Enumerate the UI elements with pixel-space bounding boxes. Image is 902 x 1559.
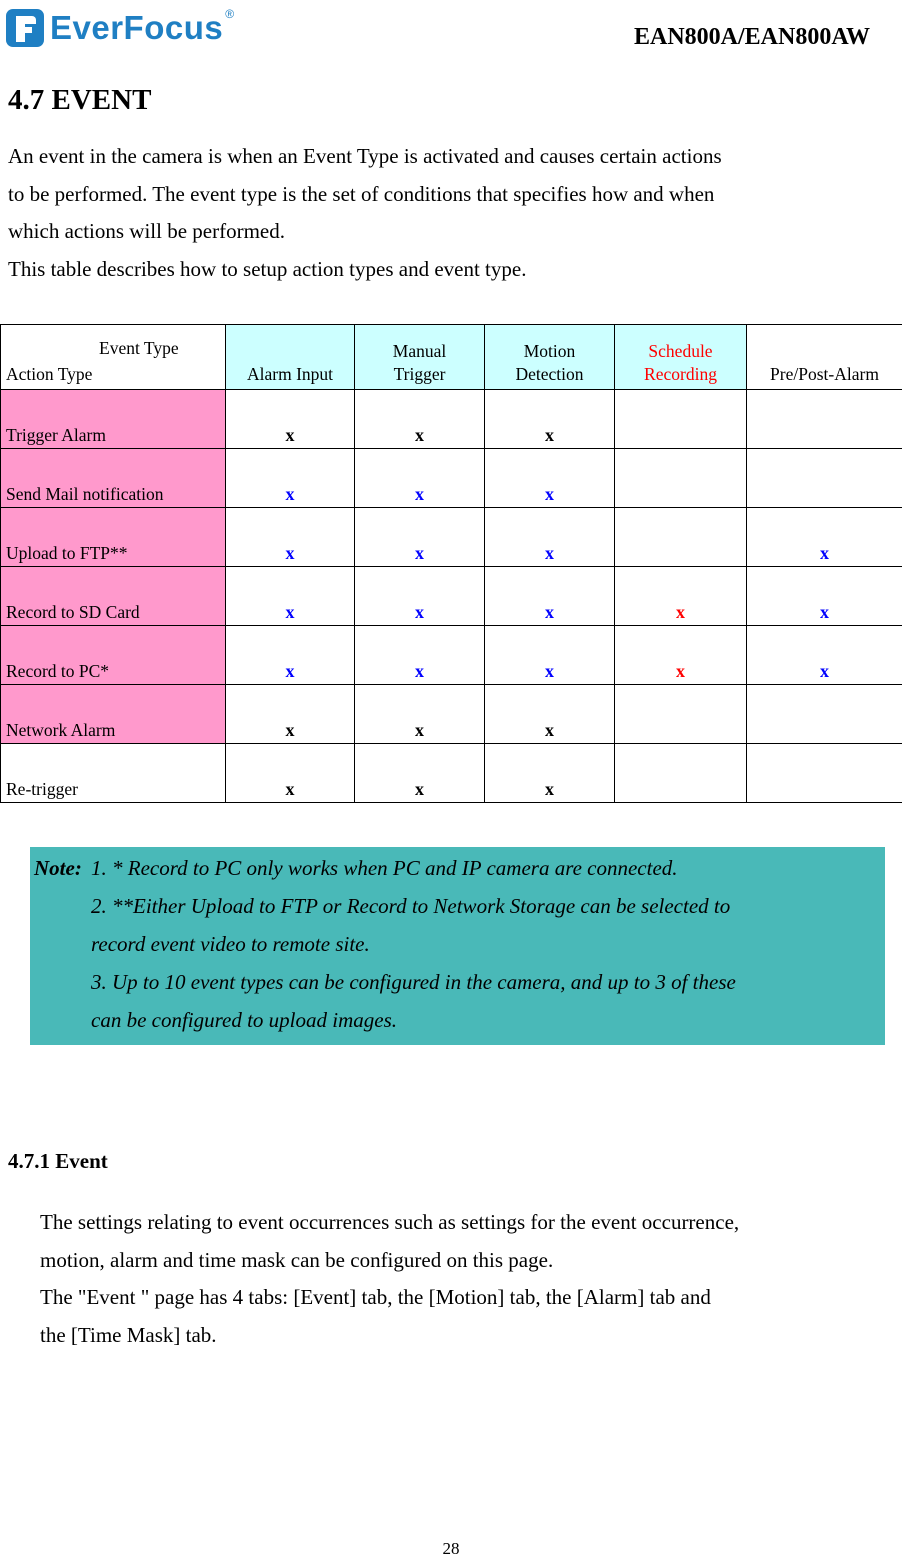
table-row	[1, 685, 902, 744]
note-line: 2. **Either Upload to FTP or Record to Network Storage can be selected to	[34, 887, 885, 925]
table-cell: x	[485, 626, 615, 685]
table-cell: x	[355, 685, 485, 744]
table-cell	[747, 685, 902, 744]
body-line: The "Event " page has 4 tabs: [Event] tab, the [Motion] tab, the [Alarm] tab and	[40, 1279, 890, 1317]
table-cell: x	[615, 626, 747, 685]
table-cell: x	[355, 626, 485, 685]
table-cell: x	[355, 567, 485, 626]
table-row	[1, 626, 902, 685]
header-text: Recording	[644, 364, 717, 384]
header-text: Schedule	[648, 341, 712, 361]
row-label: Record to PC*	[1, 626, 226, 685]
table-cell	[747, 449, 902, 508]
everfocus-logo	[6, 6, 234, 50]
table-cell: x	[747, 626, 902, 685]
intro-line: to be performed. The event type is the set of conditions that specifies how and when	[8, 176, 888, 214]
table-cell: x	[485, 390, 615, 449]
table-cell: x	[355, 508, 485, 567]
intro-line: This table describes how to setup action types and event type.	[8, 251, 888, 289]
table-cell	[615, 449, 747, 508]
table-cell	[615, 390, 747, 449]
body-line: the [Time Mask] tab.	[40, 1317, 890, 1355]
header-text: Alarm Input	[247, 364, 333, 384]
header-motion-detection	[485, 325, 615, 390]
table-header-row	[1, 325, 902, 390]
header-schedule-recording	[615, 325, 747, 390]
table-cell: x	[485, 744, 615, 803]
table-row	[1, 744, 902, 803]
note-line: 3. Up to 10 event types can be configured in the camera, and up to 3 of these	[34, 963, 885, 1001]
table-cell: x	[485, 508, 615, 567]
row-label: Re-trigger	[1, 744, 226, 803]
section-title: 4.7 EVENT	[8, 84, 151, 117]
event-action-table	[0, 324, 902, 803]
header-text: Manual	[393, 341, 446, 361]
table-cell: x	[747, 508, 902, 567]
table-cell: x	[226, 390, 355, 449]
table-cell: x	[485, 685, 615, 744]
row-label: Upload to FTP**	[1, 508, 226, 567]
subsection-body	[40, 1204, 890, 1354]
corner-header	[1, 325, 226, 390]
registered-mark: ®	[225, 7, 234, 21]
table-cell	[747, 744, 902, 803]
header-text: Pre/Post-Alarm	[770, 364, 879, 384]
table-row	[1, 390, 902, 449]
note-line: can be configured to upload images.	[34, 1001, 885, 1039]
subsection-title: 4.7.1 Event	[8, 1149, 108, 1174]
page-number: 28	[0, 1539, 902, 1559]
table-row	[1, 449, 902, 508]
header-alarm-input	[226, 325, 355, 390]
table-cell: x	[355, 744, 485, 803]
table-cell	[615, 744, 747, 803]
row-label: Send Mail notification	[1, 449, 226, 508]
note-line: 1. * Record to PC only works when PC and IP camera are connected.	[91, 849, 678, 887]
table-cell: x	[226, 744, 355, 803]
table-cell: x	[615, 567, 747, 626]
table-cell: x	[226, 449, 355, 508]
intro-line: which actions will be performed.	[8, 213, 888, 251]
table-cell: x	[226, 567, 355, 626]
corner-event-type: Event Type	[99, 337, 179, 360]
note-box	[30, 847, 885, 1045]
intro-paragraph	[8, 138, 888, 288]
header-text: Trigger	[394, 364, 446, 384]
row-label: Trigger Alarm	[1, 390, 226, 449]
body-line: motion, alarm and time mask can be configured on this page.	[40, 1242, 890, 1280]
header-pre-post-alarm	[747, 325, 902, 390]
table-row	[1, 567, 902, 626]
table-cell: x	[226, 685, 355, 744]
table-cell: x	[485, 567, 615, 626]
table-cell	[615, 685, 747, 744]
note-label: Note:	[34, 849, 91, 887]
body-line: The settings relating to event occurrences such as settings for the event occurrence,	[40, 1204, 890, 1242]
header-manual-trigger	[355, 325, 485, 390]
row-label: Network Alarm	[1, 685, 226, 744]
table-cell: x	[355, 449, 485, 508]
row-label: Record to SD Card	[1, 567, 226, 626]
table-cell: x	[355, 390, 485, 449]
logo-text: EverFocus	[50, 9, 223, 47]
table-cell: x	[485, 449, 615, 508]
header-text: Detection	[515, 364, 583, 384]
corner-action-type: Action Type	[6, 363, 92, 386]
table-cell: x	[226, 508, 355, 567]
intro-line: An event in the camera is when an Event Type is activated and causes certain actions	[8, 138, 888, 176]
table-cell	[747, 390, 902, 449]
table-row	[1, 508, 902, 567]
note-line: record event video to remote site.	[34, 925, 885, 963]
table-cell: x	[747, 567, 902, 626]
model-name: EAN800A/EAN800AW	[634, 24, 870, 51]
everfocus-logo-mark-icon	[6, 9, 44, 47]
table-cell	[615, 508, 747, 567]
table-cell: x	[226, 626, 355, 685]
header-text: Motion	[524, 341, 576, 361]
note-row	[34, 849, 885, 887]
